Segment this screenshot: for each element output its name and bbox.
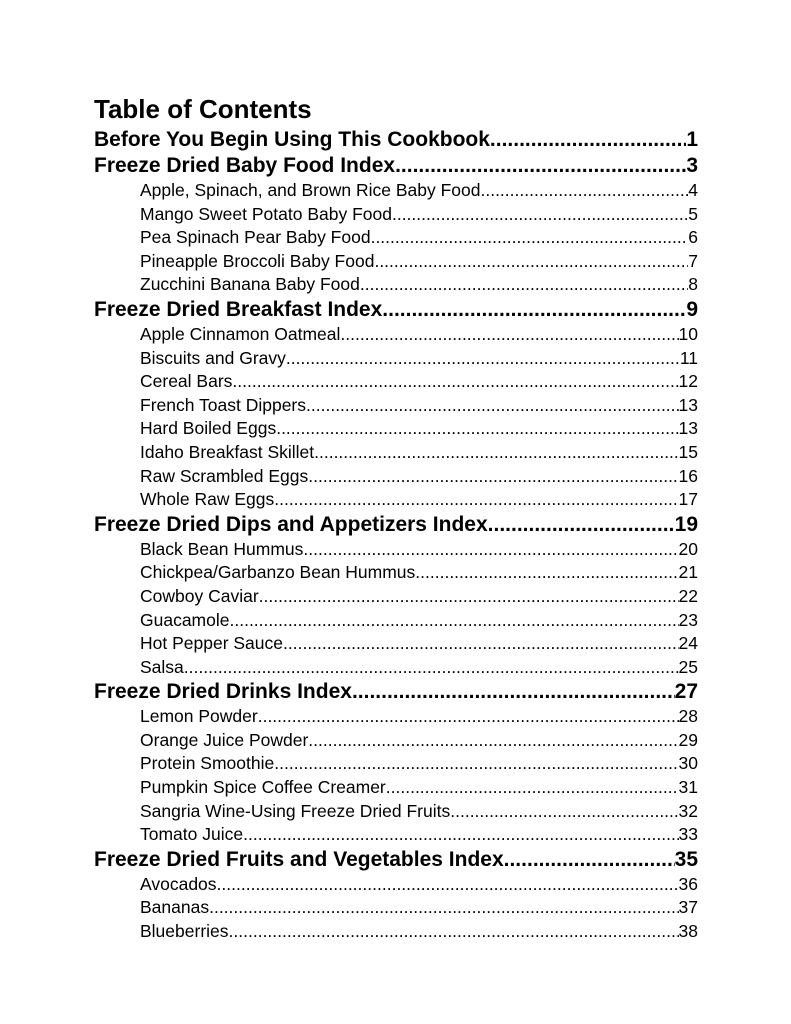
entry-label: Apple, Spinach, and Brown Rice Baby Food <box>140 180 481 200</box>
toc-entry[interactable] <box>94 250 698 274</box>
toc-entry[interactable] <box>94 179 698 203</box>
section-page-number: 35 <box>674 847 698 871</box>
toc-entry[interactable] <box>94 370 698 394</box>
page-title: Table of Contents <box>94 94 312 124</box>
toc-entry[interactable] <box>94 729 698 753</box>
entry-label: Lemon Powder <box>140 706 258 727</box>
toc-entry[interactable] <box>94 561 698 585</box>
entry-page-number: 10 <box>678 323 698 344</box>
entry-page-number: 17 <box>678 489 698 510</box>
section-page-number: 1 <box>686 128 698 151</box>
dot-leader <box>232 370 678 394</box>
toc-entry[interactable] <box>94 705 698 729</box>
toc-entry[interactable] <box>94 488 698 512</box>
entry-label: Black Bean Hummus <box>140 538 304 559</box>
entry-page-number: 30 <box>678 753 698 774</box>
dot-leader <box>217 873 679 897</box>
dot-leader <box>392 203 688 227</box>
dot-leader <box>276 417 678 441</box>
dot-leader <box>395 153 686 179</box>
toc-entry[interactable] <box>94 538 698 562</box>
dot-leader <box>229 920 679 944</box>
toc-entry[interactable] <box>94 226 698 250</box>
entry-label: Pineapple Broccoli Baby Food <box>140 250 375 271</box>
entry-label: Apple Cinnamon Oatmeal <box>140 323 341 344</box>
entry-label: Sangria Wine-Using Freeze Dried Fruits <box>140 800 451 821</box>
entry-page-number: 28 <box>678 706 698 727</box>
entry-page-number: 23 <box>678 609 698 630</box>
entry-label: Idaho Breakfast Skillet <box>140 441 315 462</box>
dot-leader <box>371 226 689 250</box>
entry-label: Bananas <box>140 897 210 918</box>
toc-section[interactable] <box>94 847 698 873</box>
entry-label: Mango Sweet Potato Baby Food <box>140 203 392 224</box>
entry-page-number: 38 <box>678 921 698 942</box>
toc-entry[interactable] <box>94 920 698 944</box>
toc-entry[interactable] <box>94 776 698 800</box>
dot-leader <box>230 609 679 633</box>
toc-entry[interactable] <box>94 323 698 347</box>
entry-label: Cowboy Caviar <box>140 585 259 606</box>
toc-entry[interactable] <box>94 656 698 680</box>
entry-page-number: 7 <box>688 250 698 271</box>
entry-page-number: 36 <box>678 873 698 894</box>
entry-label: Orange Juice Powder <box>140 729 309 750</box>
entry-page-number: 21 <box>678 562 698 583</box>
toc-section[interactable] <box>94 679 698 705</box>
toc-entry[interactable] <box>94 465 698 489</box>
entry-page-number: 33 <box>678 824 698 845</box>
toc-entry[interactable] <box>94 441 698 465</box>
section-page-number: 19 <box>674 512 698 536</box>
dot-leader <box>382 297 686 323</box>
toc-entry[interactable] <box>94 873 698 897</box>
entry-page-number: 37 <box>678 897 698 918</box>
dot-leader <box>308 465 678 489</box>
entry-label: Raw Scrambled Eggs <box>140 465 309 486</box>
entry-page-number: 12 <box>678 371 698 392</box>
section-page-number: 3 <box>686 154 698 177</box>
entry-label: Salsa <box>140 656 184 677</box>
toc-section[interactable] <box>94 297 698 323</box>
toc-section[interactable] <box>94 153 698 179</box>
section-page-number: 9 <box>686 297 698 321</box>
section-label: Freeze Dried Drinks Index <box>94 680 352 704</box>
entry-page-number: 29 <box>678 729 698 750</box>
entry-page-number: 6 <box>688 227 698 248</box>
entry-label: Tomato Juice <box>140 824 244 845</box>
dot-leader <box>352 679 675 705</box>
dot-leader <box>283 632 679 656</box>
toc-entry[interactable] <box>94 273 698 297</box>
toc-list <box>94 127 698 944</box>
toc-entry[interactable] <box>94 632 698 656</box>
toc-section[interactable] <box>94 127 698 153</box>
entry-label: French Toast Dippers <box>140 394 307 415</box>
dot-leader <box>488 512 675 538</box>
dot-leader <box>504 847 675 873</box>
entry-page-number: 25 <box>678 656 698 677</box>
toc-entry[interactable] <box>94 752 698 776</box>
entry-page-number: 31 <box>678 777 698 798</box>
entry-page-number: 32 <box>678 800 698 821</box>
toc-entry[interactable] <box>94 823 698 847</box>
toc-entry[interactable] <box>94 609 698 633</box>
entry-page-number: 20 <box>678 538 698 559</box>
toc-entry[interactable] <box>94 417 698 441</box>
dot-leader <box>450 800 678 824</box>
toc-entry[interactable] <box>94 896 698 920</box>
toc-entry[interactable] <box>94 347 698 371</box>
entry-label: Avocados <box>140 873 217 894</box>
dot-leader <box>303 538 678 562</box>
section-label: Freeze Dried Breakfast Index <box>94 297 383 321</box>
entry-label: Zucchini Banana Baby Food <box>140 274 360 295</box>
entry-label: Guacamole <box>140 609 230 630</box>
dot-leader <box>258 705 679 729</box>
entry-label: Chickpea/Garbanzo Bean Hummus <box>140 562 416 583</box>
entry-page-number: 13 <box>678 394 698 415</box>
entry-page-number: 8 <box>688 274 698 295</box>
dot-leader <box>360 273 688 297</box>
entry-label: Hot Pepper Sauce <box>140 633 284 654</box>
dot-leader <box>308 729 678 753</box>
dot-leader <box>314 441 678 465</box>
toc-section[interactable] <box>94 512 698 538</box>
entry-label: Blueberries <box>140 921 229 942</box>
dot-leader <box>306 394 679 418</box>
toc-page <box>94 91 698 944</box>
dot-leader <box>243 823 678 847</box>
entry-label: Whole Raw Eggs <box>140 489 275 510</box>
dot-leader <box>374 250 688 274</box>
entry-label: Hard Boiled Eggs <box>140 418 277 439</box>
toc-entry[interactable] <box>94 203 698 227</box>
entry-label: Pea Spinach Pear Baby Food <box>140 227 371 248</box>
entry-page-number: 16 <box>678 465 698 486</box>
entry-page-number: 22 <box>678 585 698 606</box>
toc-entry[interactable] <box>94 585 698 609</box>
dot-leader <box>480 179 688 203</box>
dot-leader <box>274 752 678 776</box>
entry-page-number: 15 <box>678 441 698 462</box>
entry-label: Cereal Bars <box>140 371 233 392</box>
entry-page-number: 4 <box>688 180 698 200</box>
entry-label: Pumpkin Spice Coffee Creamer <box>140 777 386 798</box>
section-page-number: 27 <box>674 680 698 704</box>
dot-leader <box>490 127 686 153</box>
dot-leader <box>286 347 680 371</box>
entry-page-number: 24 <box>678 633 698 654</box>
entry-page-number: 11 <box>679 347 698 368</box>
dot-leader <box>184 656 679 680</box>
section-label: Freeze Dried Baby Food Index <box>94 154 396 177</box>
section-label: Before You Begin Using This Cookbook <box>94 128 490 151</box>
toc-entry[interactable] <box>94 800 698 824</box>
dot-leader <box>415 561 678 585</box>
entry-label: Biscuits and Gravy <box>140 347 286 368</box>
dot-leader <box>386 776 679 800</box>
section-label: Freeze Dried Dips and Appetizers Index <box>94 512 488 536</box>
dot-leader <box>274 488 678 512</box>
dot-leader <box>209 896 678 920</box>
entry-label: Protein Smoothie <box>140 753 275 774</box>
dot-leader <box>259 585 679 609</box>
entry-page-number: 13 <box>678 418 698 439</box>
section-label: Freeze Dried Fruits and Vegetables Index <box>94 847 504 871</box>
entry-page-number: 5 <box>688 203 698 224</box>
dot-leader <box>340 323 678 347</box>
toc-entry[interactable] <box>94 394 698 418</box>
